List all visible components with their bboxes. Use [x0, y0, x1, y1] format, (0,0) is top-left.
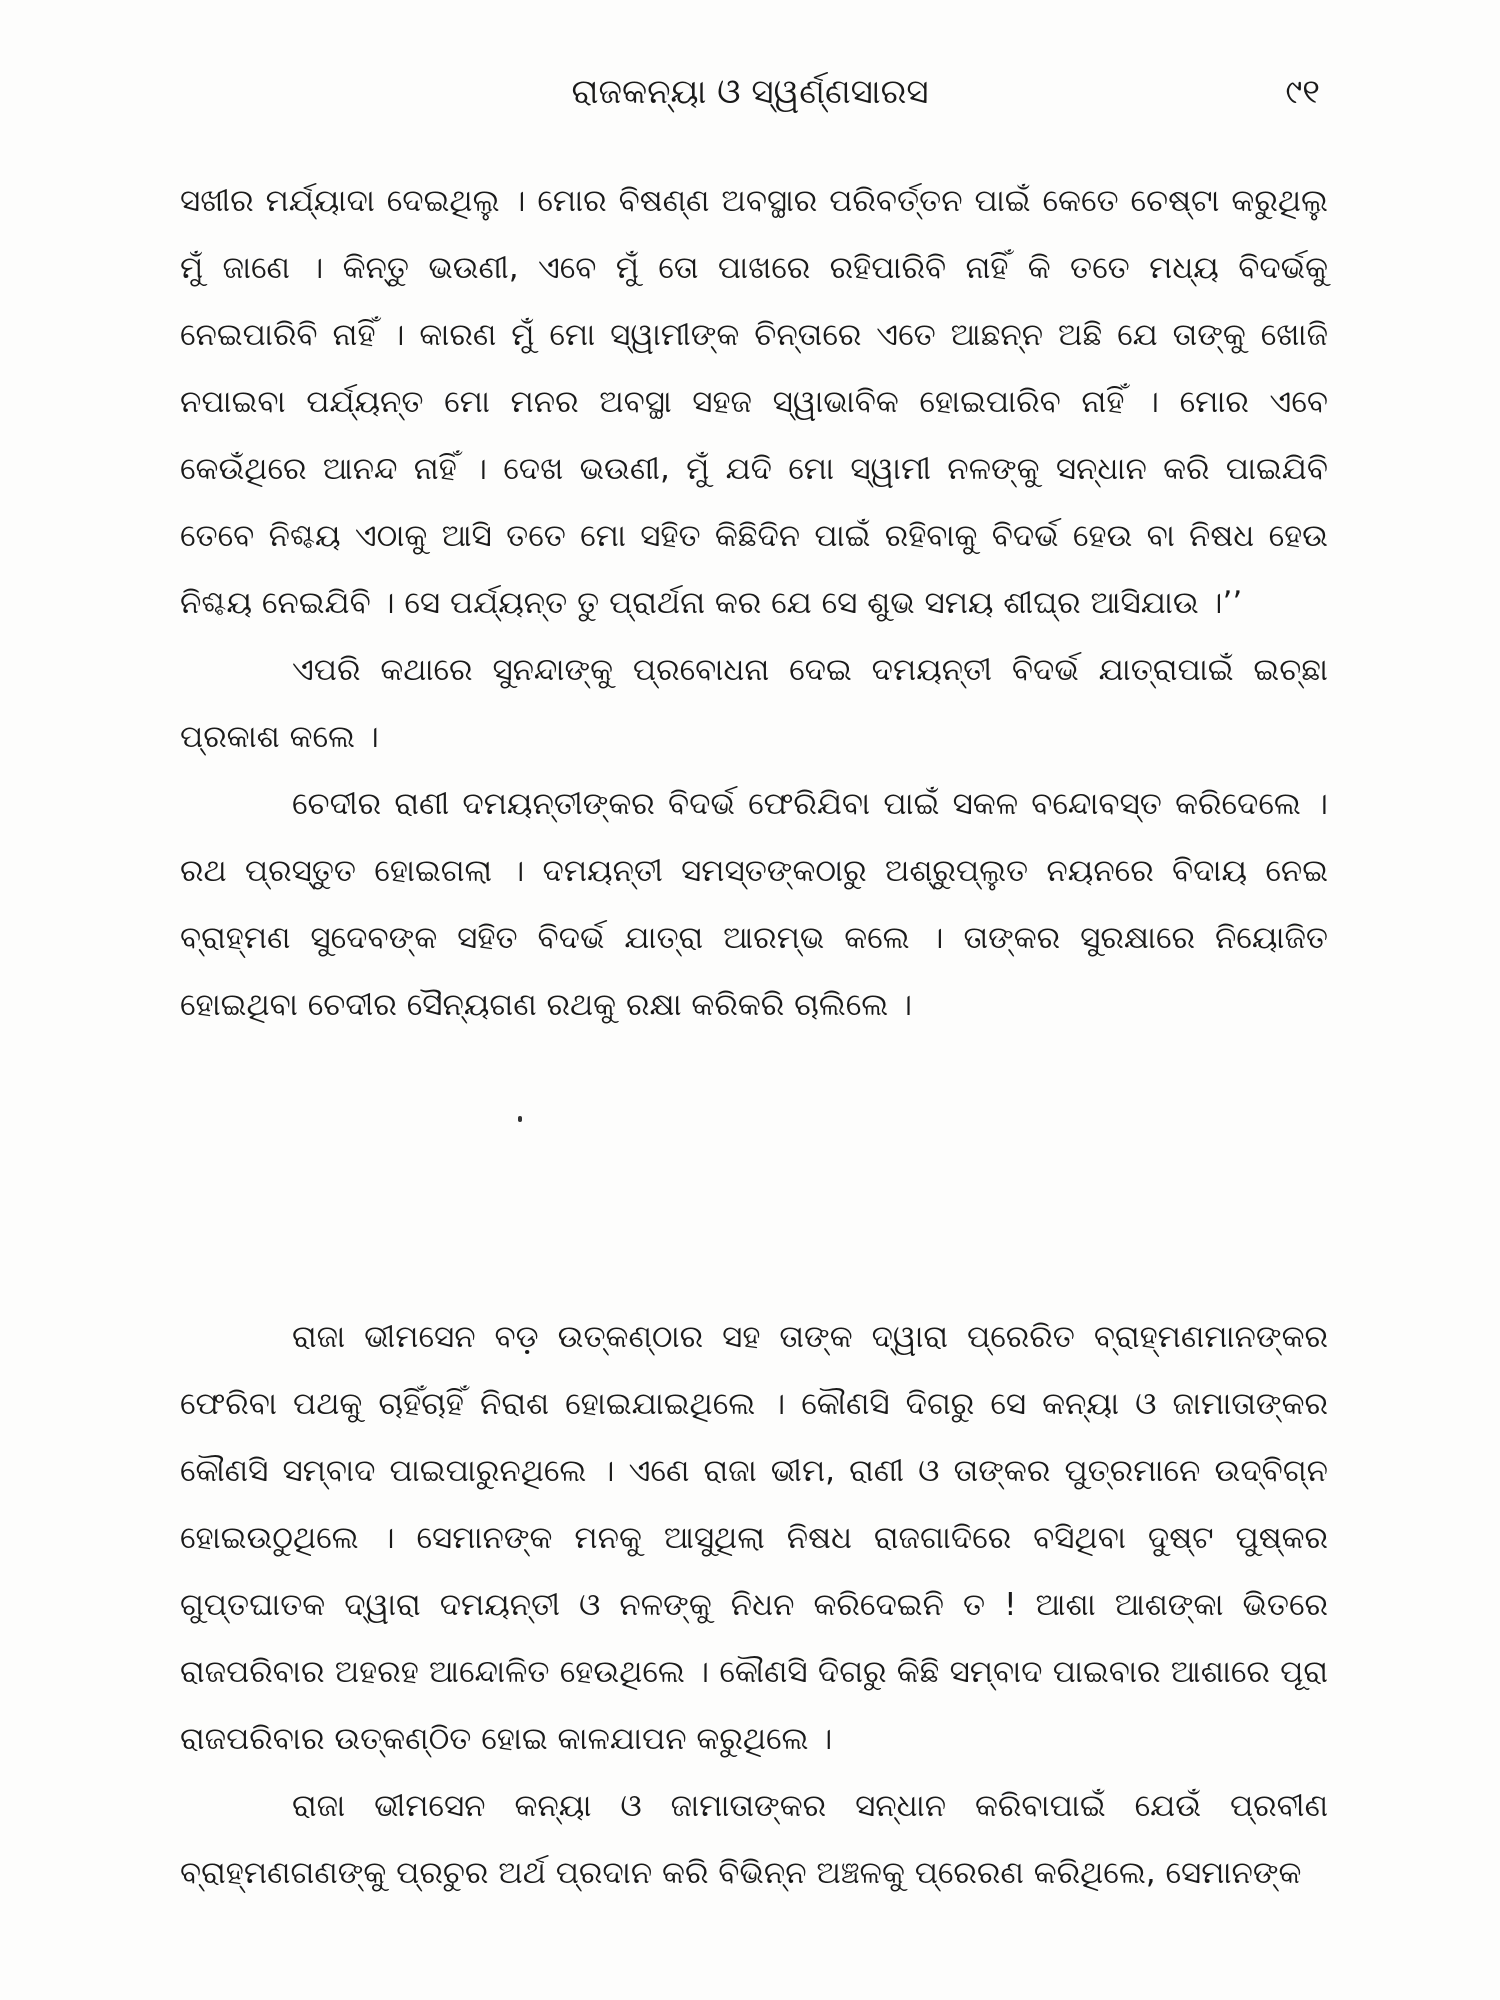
- page-number: ୯୧: [1285, 72, 1320, 112]
- paragraph: ଚେଦୀର ରାଣୀ ଦମୟନ୍ତୀଙ୍କର ବିଦର୍ଭ ଫେରିଯିବା ପାଇଁ ସକଳ ବନ୍ଦୋବସ୍ତ କରିଦେଲେ । ରଥ ପ୍ରସ୍ତୁତ ହୋଇଗଲା । ଦମୟନ୍ତୀ ସମସ୍ତଙ୍କଠାରୁ ଅଶ୍ରୁପ୍ଲୁତ ନୟନରେ ବିଦାୟ ନେଇ ବ୍ରାହ୍ମଣ ସୁଦେବଙ୍କ ସହିତ ବିଦର୍ଭ ଯାତ୍ରା ଆରମ୍ଭ କଲେ । ତାଙ୍କର ସୁରକ୍ଷାରେ ନିୟୋଜିତ ହୋଇଥିବା ଚେଦୀର ସୈନ୍ୟଗଣ ରଥକୁ ରକ୍ଷା କରିକରି ଚାଲିଲେ ।: [180, 786, 1328, 1023]
- stray-ink-mark: [518, 1116, 522, 1122]
- section-2-text: [180, 1304, 1328, 1907]
- paragraph: ସଖୀର ମର୍ଯ୍ୟାଦା ଦେଇଥିଲୁ । ମୋର ବିଷଣ୍ଣ ଅବସ୍ଥାର ପରିବର୍ତ୍ତନ ପାଇଁ କେତେ ଚେଷ୍ଟା କରୁଥିଲୁ ମୁଁ ଜାଣେ । କିନ୍ତୁ ଭଉଣୀ, ଏବେ ମୁଁ ତୋ ପାଖରେ ରହିପାରିବି ନାହିଁ କି ତତେ ମଧ୍ୟ ବିଦର୍ଭକୁ ନେଇପାରିବି ନାହିଁ । କାରଣ ମୁଁ ମୋ ସ୍ୱାମୀଙ୍କ ଚିନ୍ତାରେ ଏତେ ଆଛନ୍ନ ଅଛି ଯେ ତାଙ୍କୁ ଖୋଜି ନପାଇବା ପର୍ଯ୍ୟନ୍ତ ମୋ ମନର ଅବସ୍ଥା ସହଜ ସ୍ୱାଭାବିକ ହୋଇପାରିବ ନାହିଁ । ମୋର ଏବେ କେଉଁଥିରେ ଆନନ୍ଦ ନାହିଁ । ଦେଖ ଭଉଣୀ, ମୁଁ ଯଦି ମୋ ସ୍ୱାମୀ ନଳଙ୍କୁ ସନ୍ଧାନ କରି ପାଇଯିବି ତେବେ ନିଶ୍ଚୟ ଏଠାକୁ ଆସି ତତେ ମୋ ସହିତ କିଛିଦିନ ପାଇଁ ରହିବାକୁ ବିଦର୍ଭ ହେଉ ବା ନିଷଧ ହେଉ ନିଶ୍ଚୟ ନେଇଯିବି । ସେ ପର୍ଯ୍ୟନ୍ତ ତୁ ପ୍ରାର୍ଥନା କର ଯେ ସେ ଶୁଭ ସମୟ ଶୀଘ୍ର ଆସିଯାଉ ।’’: [180, 183, 1328, 621]
- paragraph: ରାଜା ଭୀମସେନ କନ୍ୟା ଓ ଜାମାତାଙ୍କର ସନ୍ଧାନ କରିବାପାଇଁ ଯେଉଁ ପ୍ରବୀଣ ବ୍ରାହ୍ମଣଗଣଙ୍କୁ ପ୍ରଚୁର ଅର୍ଥ ପ୍ରଦାନ କରି ବିଭିନ୍ନ ଅଞ୍ଚଳକୁ ପ୍ରେରଣ କରିଥିଲେ, ସେମାନଙ୍କ: [180, 1788, 1328, 1891]
- paragraph: ରାଜା ଭୀମସେନ ବଡ଼ ଉତ୍କଣ୍ଠାର ସହ ତାଙ୍କ ଦ୍ୱାରା ପ୍ରେରିତ ବ୍ରାହ୍ମଣମାନଙ୍କର ଫେରିବା ପଥକୁ ଚାହିଁଚାହିଁ ନିରାଶ ହୋଇଯାଇଥିଲେ । କୌଣସି ଦିଗରୁ ସେ କନ୍ୟା ଓ ଜାମାତାଙ୍କର କୌଣସି ସମ୍ବାଦ ପାଇପାରୁନଥିଲେ । ଏଣେ ରାଜା ଭୀମ, ରାଣୀ ଓ ତାଙ୍କର ପୁତ୍ରମାନେ ଉଦ୍‌ବିଗ୍ନ ହୋଇଉଠୁଥିଲେ । ସେମାନଙ୍କ ମନକୁ ଆସୁଥିଲା ନିଷଧ ରାଜଗାଦିରେ ବସିଥିବା ଦୁଷ୍ଟ ପୁଷ୍କର ଗୁପ୍ତଘାତକ ଦ୍ୱାରା ଦମୟନ୍ତୀ ଓ ନଳଙ୍କୁ ନିଧନ କରିଦେଇନି ତ ! ଆଶା ଆଶଙ୍କା ଭିତରେ ରାଜପରିବାର ଅହରହ ଆନ୍ଦୋଳିତ ହେଉଥିଲେ । କୌଣସି ଦିଗରୁ କିଛି ସମ୍ବାଦ ପାଇବାର ଆଶାରେ ପୂରା ରାଜପରିବାର ଉତ୍‌କଣ୍ଠିତ ହୋଇ କାଳଯାପନ କରୁଥିଲେ ।: [180, 1319, 1328, 1757]
- page-header: [180, 62, 1320, 122]
- paragraph: ଏପରି କଥାରେ ସୁନନ୍ଦାଙ୍କୁ ପ୍ରବୋଧନା ଦେଇ ଦମୟନ୍ତୀ ବିଦର୍ଭ ଯାତ୍ରାପାଇଁ ଇଚ୍ଛା ପ୍ରକାଶ କଲେ ।: [180, 652, 1328, 755]
- section-1-text: [180, 168, 1328, 1039]
- running-title: ରାଜକନ୍ୟା ଓ ସ୍ୱର୍ଣ୍ଣସାରସ: [571, 72, 929, 112]
